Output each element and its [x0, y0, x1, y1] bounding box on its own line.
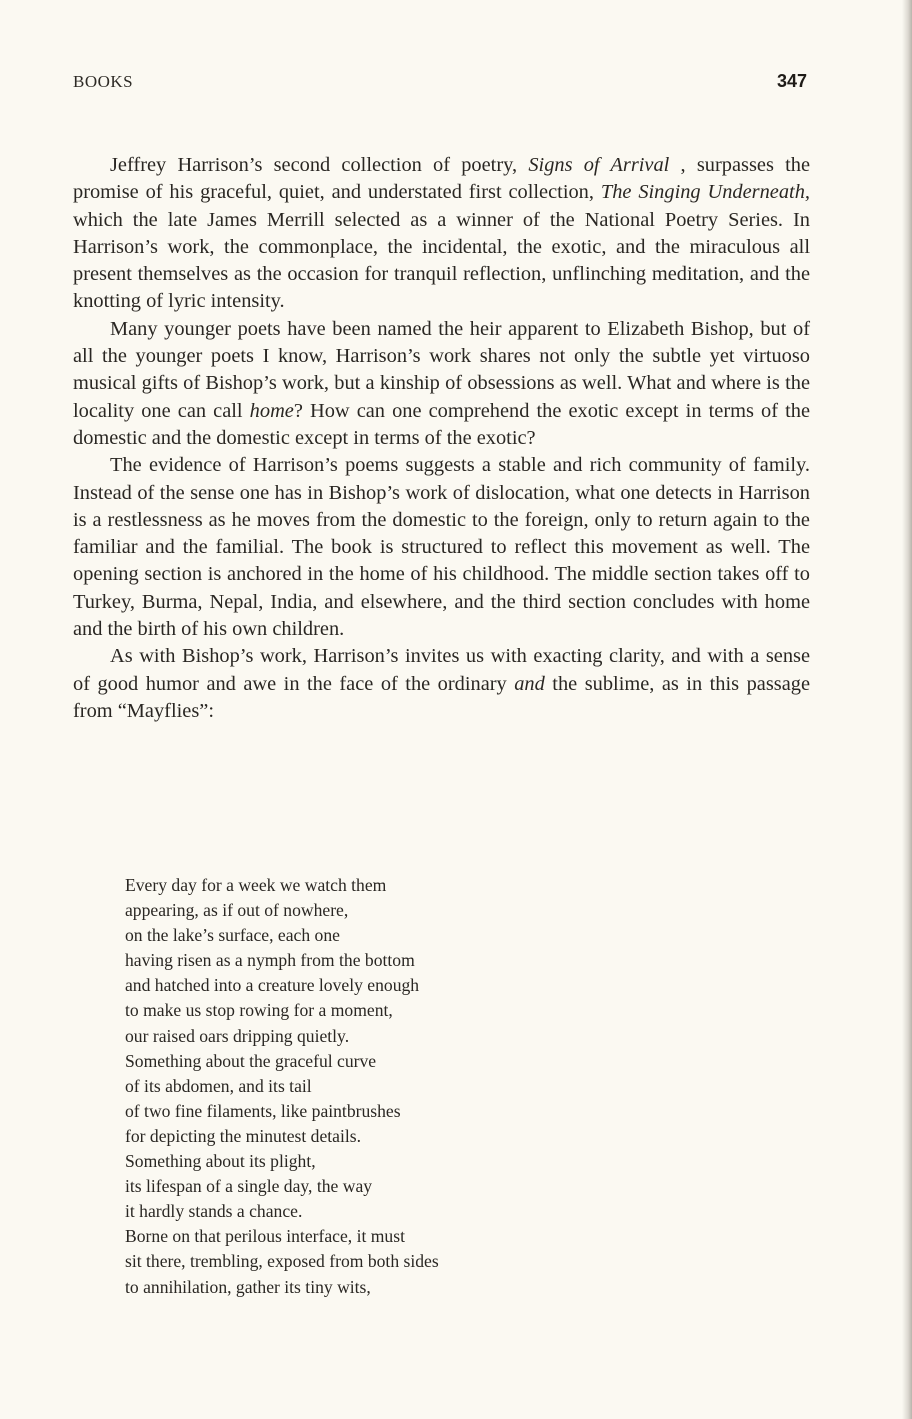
poem-line: appearing, as if out of nowhere, — [125, 900, 349, 921]
poem-line: Borne on that perilous interface, it must — [125, 1226, 405, 1247]
paragraph-1 — [73, 152, 810, 316]
poem-line: it hardly stands a chance. — [125, 1201, 303, 1222]
poem-line: its lifespan of a single day, the way — [125, 1176, 373, 1197]
running-head: BOOKS — [73, 72, 134, 91]
paragraph-4-text-b: the sublime, as in this passage from “Mayflies”: — [73, 672, 810, 722]
poem-line: for depicting the minutest details. — [125, 1125, 361, 1146]
paragraph-4 — [73, 643, 810, 725]
poem-line: Every day for a week we watch them — [125, 875, 387, 895]
poem-line: having risen as a nymph from the bottom — [125, 950, 415, 971]
book-title-singing-underneath: The Singing Underneath, — [600, 181, 810, 204]
poem-line: on the lake’s surface, each one — [125, 925, 340, 946]
poem-line: to make us stop rowing for a moment, — [125, 1000, 393, 1021]
page-number: 347 — [776, 71, 807, 91]
poem-line: and hatched into a creature lovely enough — [125, 975, 420, 996]
paragraph-2-text-b: ? How can one comprehend the exotic except in terms of the domestic and the domestic except in terms of the exotic? — [73, 399, 810, 449]
paragraph-1-text-b: , surpasses the promise of his graceful, quiet, and understated first collection, — [73, 154, 811, 204]
paragraph-1-text-a: Jeffrey Harrison’s second collection of poetry, — [110, 154, 529, 176]
review-text — [73, 152, 810, 725]
poem-line: sit there, trembling, exposed from both sides — [125, 1251, 439, 1272]
poem-line: Something about the graceful curve — [125, 1050, 377, 1071]
page-header — [73, 72, 807, 98]
poem-line: to annihilation, gather its tiny wits, — [125, 1276, 371, 1297]
emphasis-home: home — [249, 399, 294, 422]
poem-line: of its abdomen, and its tail — [125, 1075, 312, 1096]
emphasis-and: and — [514, 672, 545, 695]
poem-excerpt-mayflies — [125, 873, 685, 1300]
paragraph-3: The evidence of Harrison’s poems suggests a stable and rich community of family. Instead of the sense one has in Bishop’s work of dislocation, what one detects in Harrison is a restlessness as he moves from the domestic to the foreign, only to return again to the familiar and the familial. The book is structured to reflect this movement as well. The opening section is anchored in the home of his childhood. The middle section takes off to Turkey, Burma, Nepal, India, and elsewhere, and the third section concludes with home and the birth of his own children. — [73, 454, 810, 641]
paragraph-2-text-a: Many younger poets have been named the heir apparent to Elizabeth Bishop, but of all the younger poets I know, Harrison’s work shares not only the subtle yet virtuoso musical gifts of Bishop’s work, but a kinship of obsessions as well. What and where is the locality one can call — [73, 317, 810, 422]
book-title-signs-of-arrival: Signs of Arrival — [528, 154, 670, 176]
poem-line: Something about its plight, — [125, 1151, 316, 1172]
paragraph-4-text-a: As with Bishop’s work, Harrison’s invites us with exacting clarity, and with a sense of good humor and awe in the face of the ordinary — [73, 645, 810, 695]
poem-line: of two fine filaments, like paintbrushes — [125, 1100, 401, 1121]
paragraph-1-text-c: which the late James Merrill selected as a winner of the National Poetry Series. In Harrison’s work, the commonplace, the incidental, the exotic, and the miraculous all present themselves as the occasion for tranquil reflection, unflinching meditation, and the knotting of lyric intensity. — [73, 208, 810, 313]
page-edge-shadow — [902, 0, 912, 1419]
poem-line: our raised oars dripping quietly. — [125, 1025, 350, 1046]
paragraph-2 — [73, 316, 810, 452]
